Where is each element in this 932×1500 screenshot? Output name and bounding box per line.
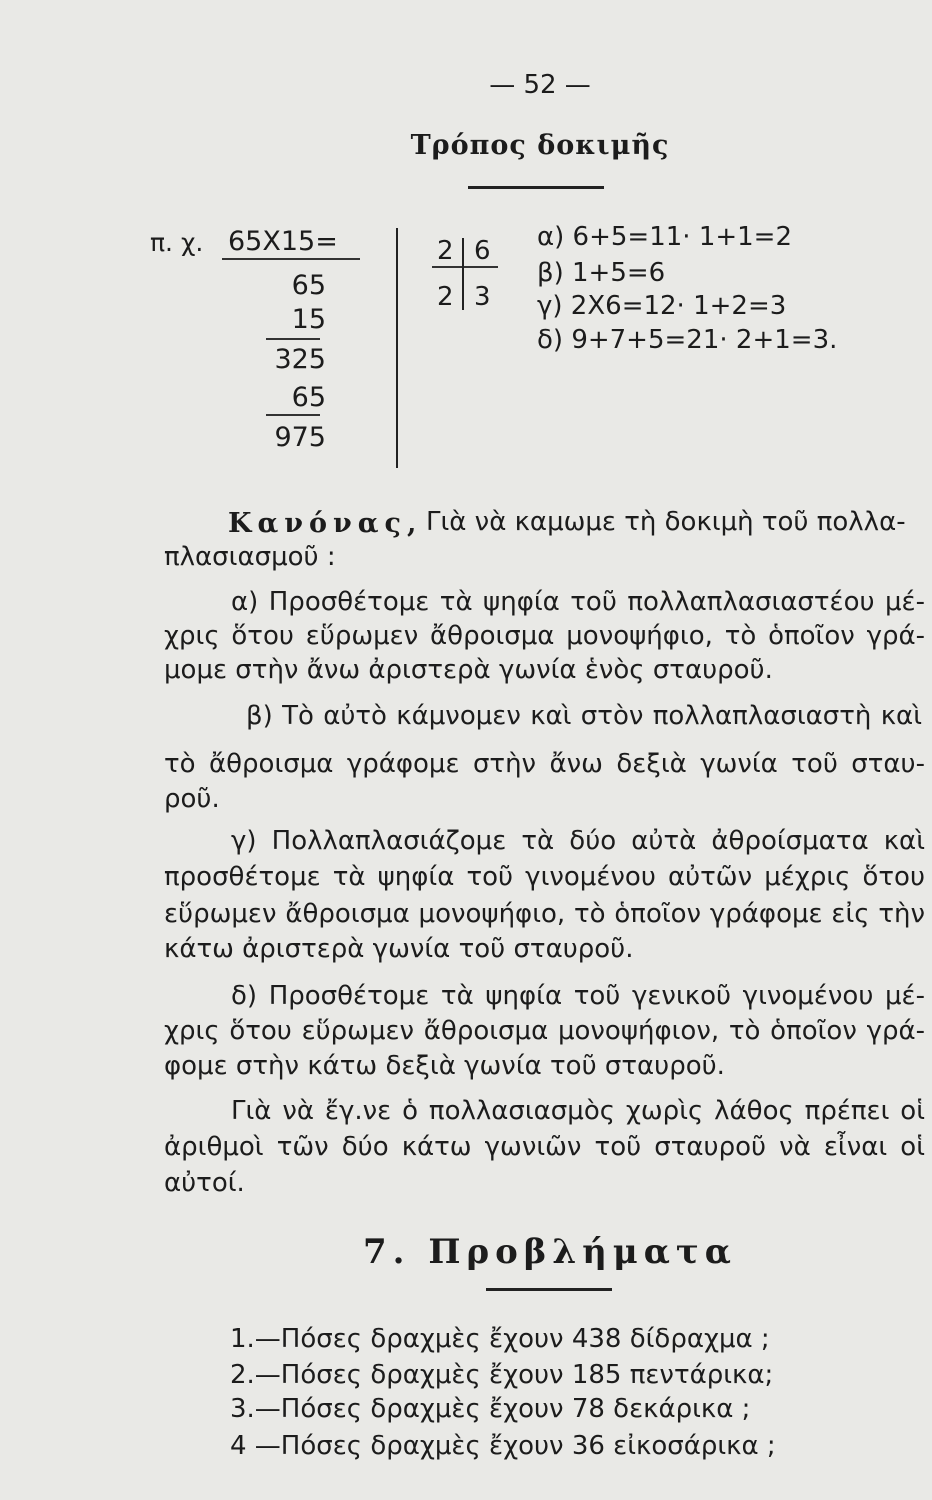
rule-d-line-2: χρις ὅτου εὕρωμεν ἄθροισμα μονοψήφιον, τὸ ὁποῖον γρά- (164, 1016, 925, 1046)
rule-b-line-2: τὸ ἄθροισμα γράφομε στὴν ἄνω δεξιὰ γωνία τοῦ σταυ- (164, 749, 925, 779)
calc-line-2: 15 (291, 304, 326, 335)
rule-a-line-2: χρις ὅτου εὕρωμεν ἄθροισμα μονοψήφιο, τὸ ὁποῖον γρά- (164, 621, 925, 651)
check-b: β) 1+5=6 (537, 258, 666, 288)
calc-line-3: 325 (274, 344, 326, 375)
page-number: — 52 — (489, 70, 591, 100)
rule-c-line-1: γ) Πολλαπλασιάζομε τὰ δύο αὐτὰ ἀθροίσματα καὶ (231, 826, 925, 856)
cross-horizontal (432, 266, 498, 268)
problem-3: 3.—Πόσες δραχμὲς ἔχουν 78 δεκάρικα ; (230, 1394, 751, 1424)
example-prefix: π. χ. (150, 228, 204, 257)
rule-c-line-2: προσθέτομε τὰ ψηφία τοῦ γινομένου αὐτῶν μέχρις ὅτου (164, 862, 925, 892)
expression-underline (222, 258, 360, 260)
problems-title: 7. Προβλήματα (363, 1232, 737, 1272)
cross-top-right: 6 (474, 236, 491, 266)
check-d: δ) 9+7+5=21· 2+1=3. (537, 325, 838, 355)
calc-line-1: 65 (291, 270, 326, 301)
problem-2: 2.—Πόσες δραχμὲς ἔχουν 185 πεντάρικα; (230, 1360, 774, 1390)
rule-intro-line-2: πλασιασμοῦ : (164, 542, 336, 572)
rule-a-line-3: μομε στὴν ἄνω ἀριστερὰ γωνία ἑνὸς σταυροῦ. (164, 655, 773, 685)
rule-d-line-3: φομε στὴν κάτω δεξιὰ γωνία τοῦ σταυροῦ. (164, 1051, 725, 1081)
rule-b-line-3: ροῦ. (164, 784, 220, 814)
problem-4: 4 —Πόσες δραχμὲς ἔχουν 36 εἰκοσάρικα ; (230, 1431, 776, 1461)
cross-bottom-right: 3 (474, 282, 491, 312)
rule-d-line-1: δ) Προσθέτομε τὰ ψηφία τοῦ γενικοῦ γινομένου μέ- (231, 981, 925, 1011)
rule-c-line-4: κάτω ἀριστερὰ γωνία τοῦ σταυροῦ. (164, 934, 634, 964)
conclusion-line-3: αὐτοί. (164, 1168, 245, 1198)
calc-line-5: 975 (274, 422, 326, 453)
example-expression: 65Χ15= (228, 226, 338, 257)
conclusion-line-2: ἀριθμοὶ τῶν δύο κάτω γωνιῶν τοῦ σταυροῦ νὰ εἶναι οἱ (164, 1132, 925, 1162)
separator-line (396, 228, 398, 468)
cross-vertical (462, 238, 464, 310)
title-underline (468, 186, 604, 189)
section-title: Τρόπος δοκιμῆς (410, 130, 670, 161)
check-a: α) 6+5=11· 1+1=2 (537, 222, 793, 252)
calc-rule-1 (266, 338, 320, 340)
rule-a-line-1: α) Προσθέτομε τὰ ψηφία τοῦ πολλαπλασιαστέου μέ- (231, 587, 925, 617)
calc-rule-2 (266, 414, 320, 416)
conclusion-line-1: Γιὰ νὰ ἔγ.νε ὁ πολλασιασμὸς χωρὶς λάθος πρέπει οἱ (231, 1096, 925, 1126)
problems-title-underline (486, 1288, 612, 1291)
rule-c-line-3: εὕρωμεν ἄθροισμα μονοψήφιο, τὸ ὁποῖον γράφομε εἰς τὴν (164, 899, 925, 929)
rule-label: Κανόνας, (228, 508, 423, 539)
cross-top-left: 2 (437, 236, 454, 266)
calc-line-4: 65 (291, 382, 326, 413)
cross-bottom-left: 2 (437, 282, 454, 312)
rule-intro-line-1: Γιὰ νὰ καμωμε τὴ δοκιμὴ τοῦ πολλα- (426, 507, 906, 537)
rule-b-line-1: β) Τὸ αὐτὸ κάμνομεν καὶ στὸν πολλαπλασιαστὴ καὶ (246, 701, 922, 731)
problem-1: 1.—Πόσες δραχμὲς ἔχουν 438 δίδραχμα ; (230, 1324, 770, 1354)
check-c: γ) 2Χ6=12· 1+2=3 (537, 291, 787, 321)
